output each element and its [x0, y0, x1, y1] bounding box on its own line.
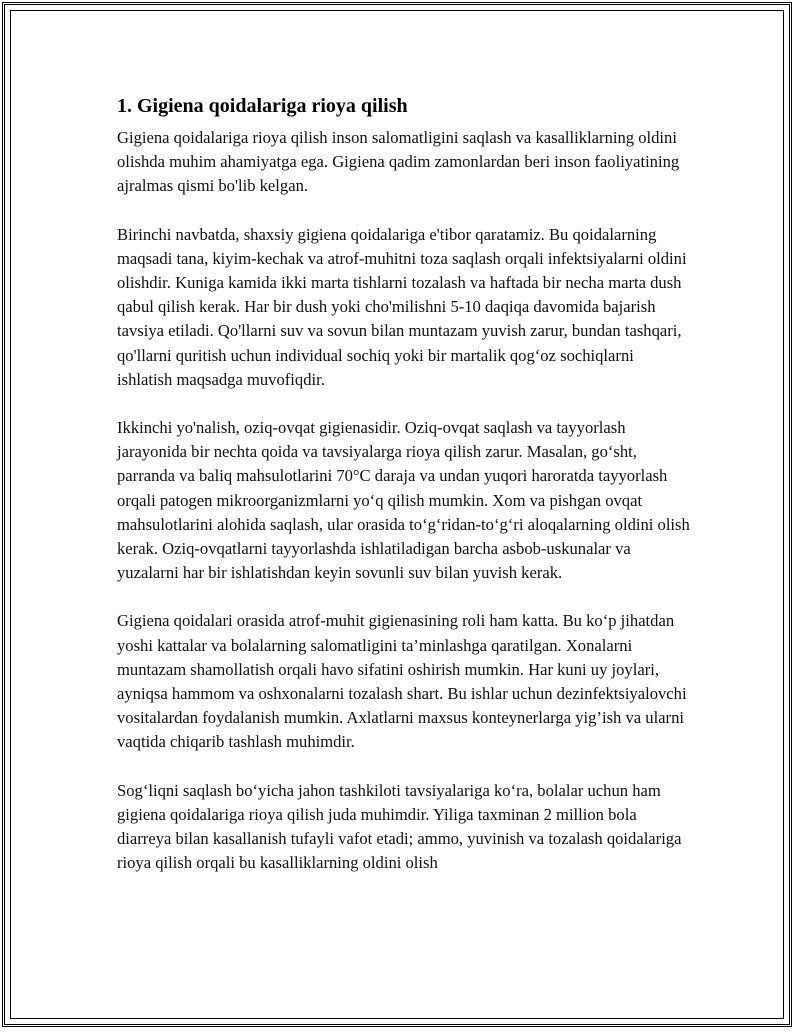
paragraph-who-recommendations: Sog‘liqni saqlash bo‘yicha jahon tashkiloti tavsiyalariga ko‘ra, bolalar uchun ham gigiena qoidalariga rioya qilish juda muhimdir. Yiliga taxminan 2 million bola diarreya bilan kasallanish tufayli vafot etadi; ammo, yuvinish va tozalash qoidalariga rioya qilish orqali bu kasalliklarning oldini olish [117, 780, 682, 873]
document-body [117, 92, 692, 899]
paragraph-environment-hygiene: Gigiena qoidalari orasida atrof-muhit gigienasining roli ham katta. Bu ko‘p jihatdan yoshi kattalar va bolalarning salomatligini ta’minlashga qaratilgan. Xonalarni muntazam shamollatish orqali havo sifatini oshirish mumkin. Har kuni uy joylari, ayniqsa hammom va oshxonalarni tozalash shart. Bu ishlar uchun dezinfektsiyalovchi vositalardan foydalanish mumkin. Axlatlarni maxsus konteynerlarga yig’ish va ularni vaqtida chiqarib tashlash muhimdir. [117, 611, 687, 752]
section-title: 1. Gigiena qoidalariga rioya qilish [117, 95, 408, 117]
paragraph-personal-hygiene: Birinchi navbatda, shaxsiy gigiena qoidalariga e'tibor qaratamiz. Bu qoidalarning maqsadi tana, kiyim-kechak va atrof-muhitni toza saqlash orqali infektsiyalarni oldini olishdir. Kuniga kamida ikki marta tishlarni tozalash va haftada bir necha marta dush qabul qilish kerak. Har bir dush yoki cho'milishni 5-10 daqiqa davomida bajarish tavsiya etiladi. Qo'llarni suv va sovun bilan muntazam yuvish zarur, bundan tashqari, qo'llarni quritish uchun individual sochiq yoki bir martalik qog‘oz sochiqlarni ishlatish maqsadga muvofiqdir. [117, 224, 687, 389]
paragraph-food-hygiene: Ikkinchi yo'nalish, oziq-ovqat gigienasidir. Oziq-ovqat saqlash va tayyorlash jarayonida bir nechta qoida va tavsiyalarga rioya qilish zarur. Masalan, go‘sht, parranda va baliq mahsulotlarini 70°C daraja va undan yuqori haroratda tayyorlash orqali patogen mikroorganizmlarni yo‘q qilish mumkin. Xom va pishgan ovqat mahsulotlarini alohida saqlash, ular orasida to‘g‘ridan-to‘g‘ri aloqalarning oldini olish kerak. Oziq-ovqatlarni tayyorlashda ishlatiladigan barcha asbob-uskunalar va yuzalarni har bir ishlatishdan keyin sovunli suv bilan yuvish kerak. [117, 418, 690, 583]
paragraph-intro: Gigiena qoidalariga rioya qilish inson salomatligini saqlash va kasalliklarning oldini olishda muhim ahamiyatga ega. Gigiena qadim zamonlardan beri inson faoliyatining ajralmas qismi bo'lib kelgan. [117, 128, 680, 196]
